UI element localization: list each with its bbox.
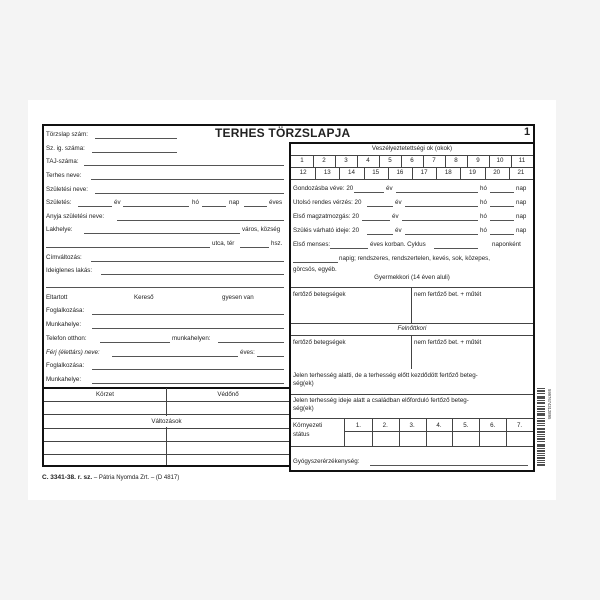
terhes-neve-field[interactable] — [91, 179, 284, 180]
hazszam-field[interactable] — [240, 247, 269, 248]
risk-number-cell[interactable]: 12 — [299, 169, 307, 176]
kornyezeti-label: Környezeti — [293, 422, 323, 429]
grid-line — [335, 155, 336, 167]
risk-number-cell[interactable]: 3 — [344, 157, 348, 164]
status-column-header: 3. — [409, 422, 415, 429]
risk-number-cell[interactable]: 5 — [388, 157, 392, 164]
napig-label: napig; rendszeres, rendszertelen, kevés, sok, közepes, — [339, 255, 490, 262]
hsz-label: hsz. — [271, 240, 283, 247]
risk-number-cell[interactable]: 2 — [322, 157, 326, 164]
barcode-bar — [537, 429, 545, 430]
veszelyeztetettsegi-ok-header: Veszélyeztetettségi ok (okok) — [371, 145, 453, 152]
status-value-cell[interactable] — [345, 432, 372, 445]
grid-line — [291, 287, 533, 288]
lakhelye-label: Lakhelye: — [46, 226, 73, 233]
ferj-foglalkozasa-field[interactable] — [92, 369, 284, 370]
barcode-bar — [537, 450, 545, 451]
barcode-bar — [537, 434, 545, 435]
utca-ter-label: utca, tér — [212, 240, 235, 247]
ferj-munkahelye-field[interactable] — [92, 383, 284, 384]
vedono-header: Védőnő — [217, 391, 239, 398]
gyesen-van-option[interactable]: gyesen van — [222, 294, 254, 301]
grid-line — [485, 167, 486, 179]
barcode-bar — [537, 391, 545, 392]
status-column-header: 1. — [355, 422, 361, 429]
barcode-bar — [537, 396, 545, 397]
magzatmozgas-ev-field[interactable] — [362, 220, 390, 221]
utolso-verzes-ho-label: hó — [480, 199, 487, 206]
grid-line — [436, 167, 437, 179]
status-value-cell[interactable] — [479, 432, 506, 445]
jelen-terhesseg-alatti-2: ség(ek) — [293, 380, 314, 387]
elso-menses-field[interactable] — [330, 248, 368, 249]
felnottkori-header: Felnőttkori — [397, 325, 427, 332]
szuletes-month-field[interactable] — [123, 206, 189, 207]
status-column-header: 5. — [463, 422, 469, 429]
telefon-otthon-field[interactable] — [100, 342, 170, 343]
ferj-neve-field[interactable] — [112, 356, 238, 357]
szules-varhato-label: Szülés várható ideje: 20 — [293, 227, 360, 234]
barcode-bar — [537, 420, 545, 421]
barcode-bar — [537, 415, 545, 416]
jelen-terhesseg-alatti-1: Jelen terhesség alatti, de a terhesség előtt kezdődött fertőző beteg- — [293, 372, 478, 379]
munkahelyen-label: munkahelyen: — [172, 335, 211, 342]
barcode-bar — [537, 414, 545, 415]
barcode-bar — [537, 444, 545, 445]
status-column-header: 2. — [382, 422, 388, 429]
barcode-bar — [537, 400, 545, 401]
munkahelye2-label: Munkahelye: — [46, 376, 82, 383]
jelen-terhesseg-csalad-2: ség(ek) — [293, 405, 314, 412]
risk-number-cell[interactable]: 15 — [372, 169, 380, 176]
gyogyszererzekenyseg-field[interactable] — [370, 465, 528, 466]
barcode-bar — [537, 458, 545, 459]
felnott-nem-fertozo-label[interactable]: nem fertőző bet. + műtét — [414, 339, 482, 346]
szules-nap-field[interactable] — [490, 234, 514, 235]
statusz-label: státus — [293, 431, 310, 438]
gyogyszererzekenyseg-label: Gyógyszerérzékenység: — [293, 458, 360, 465]
form-right-border — [533, 124, 535, 144]
status-value-cell[interactable] — [452, 432, 479, 445]
grid-line — [44, 401, 289, 402]
utolso-verzes-ev-label: év — [395, 199, 402, 206]
grid-line — [364, 167, 365, 179]
terhes-neve-label: Terhes neve: — [46, 172, 82, 179]
grid-line — [399, 419, 400, 446]
grid-line — [339, 167, 340, 179]
grid-line — [291, 394, 533, 395]
gondozasba-nap-label: nap — [516, 185, 527, 192]
magzatmozgas-ho-label: hó — [480, 213, 487, 220]
telefon-otthon-label: Telefon otthon: — [46, 335, 87, 342]
status-column-header: 4. — [436, 422, 442, 429]
barcode-bar — [537, 431, 545, 432]
grid-line — [445, 155, 446, 167]
szules-nap-label: nap — [516, 227, 527, 234]
felnott-fertozo-label[interactable]: fertőző betegségek — [293, 339, 346, 346]
grid-line — [357, 155, 358, 167]
grid-line — [291, 446, 533, 447]
napig-field[interactable] — [293, 262, 338, 263]
barcode-bar — [537, 439, 545, 440]
cimvaltozas-label: Címváltozás: — [46, 254, 82, 261]
foglalkozasa-label: Foglalkozása: — [46, 307, 85, 314]
risk-number-cell[interactable]: 17 — [420, 169, 428, 176]
anyja-neve-field[interactable] — [117, 220, 284, 221]
risk-number-cell[interactable]: 4 — [366, 157, 370, 164]
ferj-neve-label: Férj (élettárs) neve: — [46, 349, 100, 356]
grid-line — [315, 167, 316, 179]
ferj-eves-field[interactable] — [257, 356, 284, 357]
lakhelye-field[interactable] — [84, 233, 240, 234]
barcode-bar — [537, 445, 545, 446]
gondozasba-ho-field[interactable] — [396, 192, 478, 193]
barcode-bar — [537, 421, 545, 422]
risk-number-cell[interactable]: 14 — [348, 169, 355, 176]
risk-number-cell[interactable]: 10 — [496, 157, 504, 164]
grid-line — [379, 155, 380, 167]
page-number: 1 — [524, 126, 531, 138]
grid-line — [44, 454, 289, 455]
szuletes-day-field[interactable] — [202, 206, 226, 207]
grid-line — [511, 155, 512, 167]
utolso-verzes-label: Utolsó rendes vérzés: 20 — [293, 199, 362, 206]
barcode-bar — [537, 462, 545, 463]
status-value-cell[interactable] — [426, 432, 453, 445]
gondozasba-ho-label: hó — [480, 185, 487, 192]
grid-line — [489, 155, 490, 167]
grid-line — [372, 419, 373, 446]
grid-line — [411, 336, 412, 369]
grid-line — [460, 167, 461, 179]
szuletes-age-field[interactable] — [244, 206, 267, 207]
barcode-bar — [537, 402, 545, 403]
grid-line — [44, 428, 289, 429]
szuletes-nap-label: nap — [229, 199, 240, 206]
grid-line — [313, 155, 314, 167]
barcode-bar — [537, 441, 545, 442]
barcode-bar — [537, 451, 545, 452]
szules-ho-field[interactable] — [405, 234, 478, 235]
gyermek-fertozo-label[interactable]: fertőző betegségek — [293, 291, 346, 298]
grid-line — [467, 155, 468, 167]
jelen-terhesseg-csalad-1: Jelen terhesség ideje alatt a családban előforduló fertőző beteg- — [293, 397, 469, 404]
foglalkozasa-field[interactable] — [92, 314, 284, 315]
barcode-bar — [537, 425, 545, 426]
status-column-header: 7. — [516, 422, 523, 429]
utolso-verzes-nap-label: nap — [516, 199, 527, 206]
szuletes-ho-label: hó — [192, 199, 199, 206]
risk-number-cell[interactable]: 6 — [410, 157, 414, 164]
torzslap-szam-label: Törzslap szám: — [46, 131, 88, 138]
gondozasba-ev-label: év — [386, 185, 393, 192]
korzet-header: Körzet — [96, 391, 114, 398]
sz-ig-szama-label: Sz. ig. száma: — [46, 145, 85, 152]
barcode-bar — [537, 453, 545, 454]
szuletes-year-field[interactable] — [78, 206, 112, 207]
grid-line — [388, 167, 389, 179]
grid-line — [423, 155, 424, 167]
eves-korban-label: éves korban. Cyklus — [370, 241, 426, 248]
szuletes-ev-label: év — [114, 199, 121, 206]
taj-szama-field[interactable] — [84, 165, 284, 166]
barcode-bar — [537, 464, 545, 465]
barcode-bar — [537, 411, 545, 412]
risk-number-cell[interactable]: 21 — [517, 169, 525, 176]
cimvaltozas-field[interactable] — [91, 261, 284, 262]
munkahelye-label: Munkahelye: — [46, 321, 82, 328]
ideiglenes-lakas-field[interactable] — [101, 274, 284, 275]
eltartott-option[interactable]: Eltartott — [46, 294, 68, 301]
barcode-bar — [537, 388, 545, 389]
elso-magzatmozgas-label: Első magzatmozgás: 20 — [293, 213, 360, 220]
varos-kozseg-label: város, község — [242, 226, 281, 233]
ferj-eves-label: éves: — [240, 349, 255, 356]
grid-line — [452, 419, 453, 446]
telefon-munkahelyen-field[interactable] — [218, 342, 284, 343]
barcode-bar — [537, 423, 545, 424]
barcode-bar — [537, 436, 545, 437]
barcode-bar — [537, 413, 545, 414]
utolso-verzes-ho-field[interactable] — [405, 206, 478, 207]
risk-number-cell[interactable]: 16 — [396, 169, 404, 176]
magzatmozgas-ev-label: év — [392, 213, 399, 220]
magzatmozgas-nap-field[interactable] — [490, 220, 514, 221]
barcode-bar — [537, 406, 545, 407]
barcode-bar — [537, 455, 545, 456]
grid-line — [506, 419, 507, 446]
szules-ev-field[interactable] — [367, 234, 393, 235]
sz-ig-szama-field[interactable] — [92, 152, 177, 153]
barcode-bar — [537, 438, 545, 439]
status-value-cell[interactable] — [506, 432, 533, 445]
risk-number-cell[interactable]: 8 — [454, 157, 458, 164]
grid-line — [44, 414, 289, 415]
utca-field[interactable] — [46, 247, 210, 248]
foglalkozasa2-label: Foglalkozása: — [46, 362, 85, 369]
barcode-bar — [537, 403, 545, 404]
magzatmozgas-nap-label: nap — [516, 213, 527, 220]
szules-ho-label: hó — [480, 227, 487, 234]
gondozasba-nap-field[interactable] — [490, 192, 514, 193]
utolso-verzes-ev-field[interactable] — [367, 206, 393, 207]
szuletes-eves-label: éves — [269, 199, 283, 206]
gondozasba-ev-field[interactable] — [354, 192, 384, 193]
gorcsos-label: görcsös, egyéb. — [293, 266, 337, 273]
form-code: C. 3341-38. r. sz. — [42, 474, 93, 481]
szules-ev-label: év — [395, 227, 402, 234]
left-grid-bottom — [43, 465, 289, 467]
grid-line — [291, 335, 533, 336]
magzatmozgas-ho-field[interactable] — [402, 220, 478, 221]
barcode-bar — [537, 409, 545, 410]
barcode — [537, 388, 552, 468]
munkahelye-field[interactable] — [92, 328, 284, 329]
gyermekkori-header: Gyermekkori (14 éven aluli) — [374, 274, 450, 281]
status-value-cell[interactable] — [372, 432, 399, 445]
risk-number-cell[interactable]: 20 — [493, 169, 501, 176]
valtozasok-header: Változások — [44, 416, 289, 427]
barcode-bar — [537, 460, 545, 461]
barcode-bar — [537, 418, 545, 419]
risk-number-cell[interactable]: 7 — [432, 157, 436, 164]
risk-number-cell[interactable]: 13 — [323, 169, 331, 176]
barcode-bar — [537, 397, 545, 398]
barcode-bar — [537, 465, 545, 466]
barcode-bar — [537, 393, 545, 394]
grid-line — [426, 419, 427, 446]
grid-line — [411, 288, 412, 323]
ideiglenes-lakas-field-2[interactable] — [46, 287, 284, 288]
barcode-number: 5997674312895 — [547, 389, 552, 420]
barcode-bar — [537, 448, 545, 449]
anyja-neve-label: Anyja születési neve: — [46, 213, 105, 220]
grid-line — [509, 167, 510, 179]
form-title: TERHES TÖRZSLAPJA — [215, 126, 351, 140]
kereso-option[interactable]: Kereső — [134, 294, 154, 301]
taj-szama-label: TAJ-száma: — [46, 158, 79, 165]
risk-number-cell[interactable]: 11 — [518, 157, 526, 164]
barcode-bar — [537, 457, 545, 458]
barcode-bar — [537, 428, 545, 429]
barcode-bar — [537, 446, 545, 447]
szuletesi-neve-label: Születési neve: — [46, 186, 88, 193]
grid-line — [479, 419, 480, 446]
risk-number-cell[interactable]: 18 — [444, 169, 452, 176]
grid-line — [412, 167, 413, 179]
status-value-cell[interactable] — [399, 432, 426, 445]
barcode-bar — [537, 408, 545, 409]
status-column-header: 6. — [490, 422, 496, 429]
cyklus-field[interactable] — [434, 248, 478, 249]
barcode-bar — [537, 390, 545, 391]
grid-line — [401, 155, 402, 167]
naponkent-label: naponként — [492, 241, 521, 248]
barcode-bar — [537, 398, 545, 399]
risk-number-cell[interactable]: 9 — [476, 157, 480, 164]
ideiglenes-lakas-label: Ideiglenes lakás: — [46, 267, 93, 274]
torzslap-szam-field[interactable] — [95, 138, 177, 139]
grid-line — [291, 179, 533, 180]
form-publisher: – Pátria Nyomda Zrt. – (D 4817) — [92, 475, 180, 481]
form-footer — [42, 474, 179, 481]
risk-number-cell[interactable]: 1 — [300, 157, 304, 164]
barcode-bar — [537, 432, 545, 433]
risk-number-cell[interactable]: 19 — [469, 169, 476, 176]
grid-line — [291, 418, 533, 419]
szuletesi-neve-field[interactable] — [95, 193, 284, 194]
gyermek-nem-fertozo-label[interactable]: nem fertőző bet. + műtét — [414, 291, 482, 298]
szuletes-label: Születés: — [46, 199, 72, 206]
gondozasba-veve-label: Gondozásba véve: 20 — [293, 185, 354, 192]
grid-line — [44, 441, 289, 442]
elso-menses-label: Első menses: — [293, 241, 331, 248]
utolso-verzes-nap-field[interactable] — [490, 206, 514, 207]
